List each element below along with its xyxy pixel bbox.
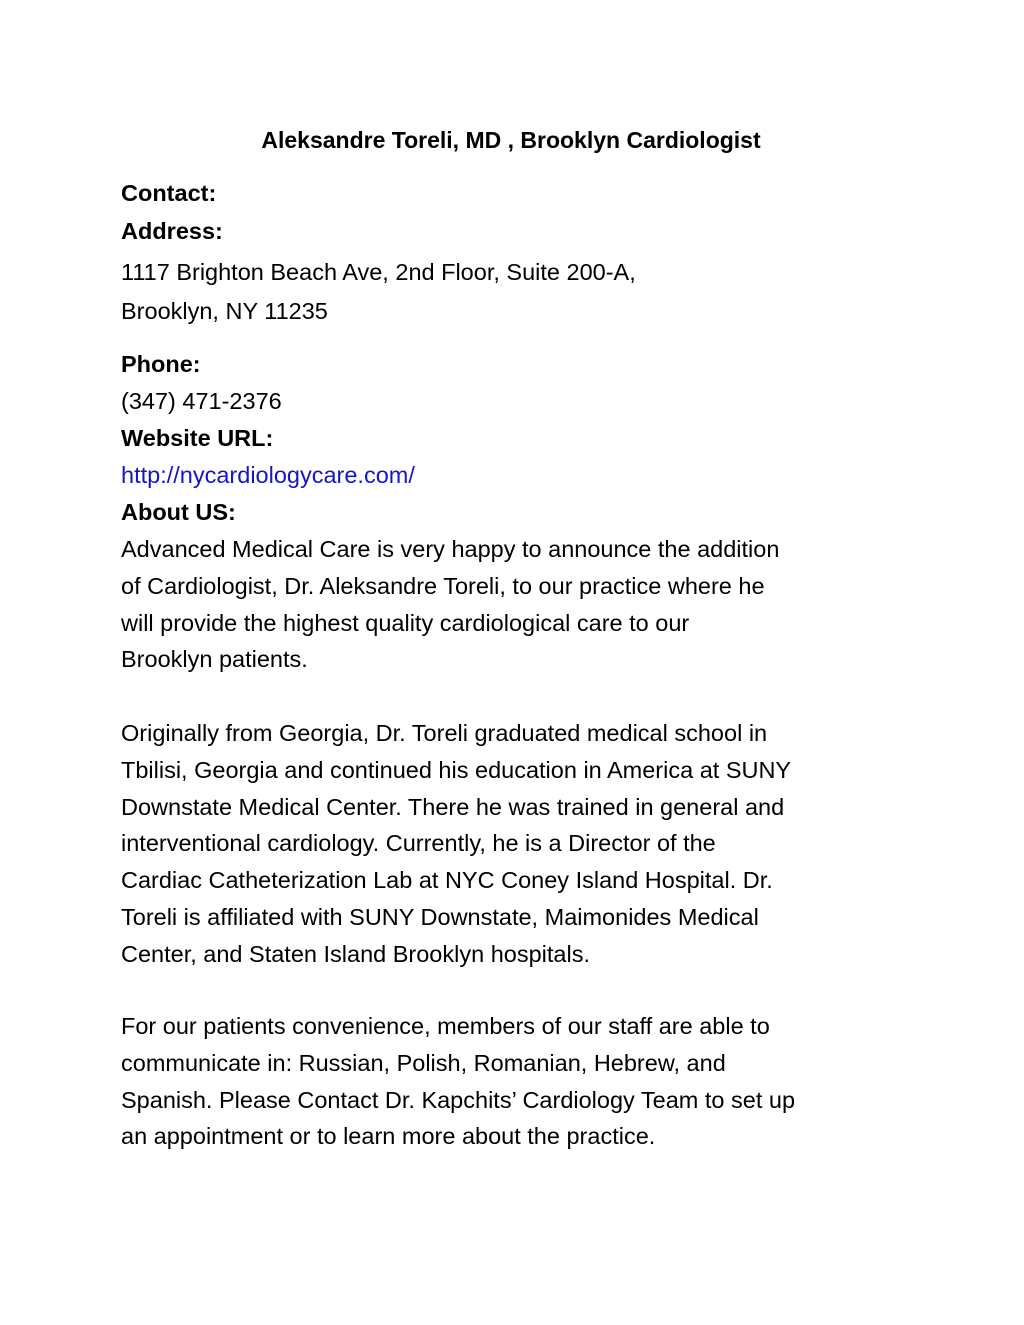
phone-label: Phone: (121, 351, 201, 377)
paragraph-line: Downstate Medical Center. There he was trained in general and (121, 793, 785, 820)
page-title: Aleksandre Toreli, MD , Brooklyn Cardiologist (261, 127, 761, 153)
contact-label: Contact: (121, 180, 217, 206)
website-label: Website URL: (121, 425, 274, 451)
about-label: About US: (121, 499, 236, 525)
paragraph-line: Spanish. Please Contact Dr. Kapchits’ Cardiology Team to set up (121, 1086, 796, 1113)
about-paragraph-1 (121, 531, 911, 678)
paragraph-line: Advanced Medical Care is very happy to announce the addition (121, 536, 780, 562)
paragraph-line: will provide the highest quality cardiological care to our (121, 609, 690, 636)
paragraph-line: Cardiac Catheterization Lab at NYC Coney Island Hospital. Dr. (121, 867, 773, 894)
address-label: Address: (121, 218, 223, 244)
address-line-1: 1117 Brighton Beach Ave, 2nd Floor, Suite 200-A, (121, 259, 636, 285)
paragraph-line: Center, and Staten Island Brooklyn hospitals. (121, 940, 590, 967)
website-link[interactable]: http://nycardiologycare.com/ (121, 462, 415, 488)
paragraph-line: an appointment or to learn more about the practice. (121, 1123, 656, 1150)
address-line-2: Brooklyn, NY 11235 (121, 298, 328, 324)
paragraph-line: Toreli is affiliated with SUNY Downstate, Maimonides Medical (121, 903, 759, 930)
paragraph-line: interventional cardiology. Currently, he is a Director of the (121, 830, 716, 857)
paragraph-line: Brooklyn patients. (121, 646, 308, 673)
about-paragraph-3 (121, 1008, 911, 1155)
paragraph-line: of Cardiologist, Dr. Aleksandre Toreli, to our practice where he (121, 572, 765, 599)
phone-number: (347) 471-2376 (121, 388, 282, 414)
paragraph-line: For our patients convenience, members of our staff are able to (121, 1013, 770, 1039)
paragraph-line: communicate in: Russian, Polish, Romanian, Hebrew, and (121, 1049, 726, 1076)
about-paragraph-2 (121, 715, 911, 973)
paragraph-line: Tbilisi, Georgia and continued his education in America at SUNY (121, 756, 792, 783)
paragraph-line: Originally from Georgia, Dr. Toreli graduated medical school in (121, 720, 768, 746)
